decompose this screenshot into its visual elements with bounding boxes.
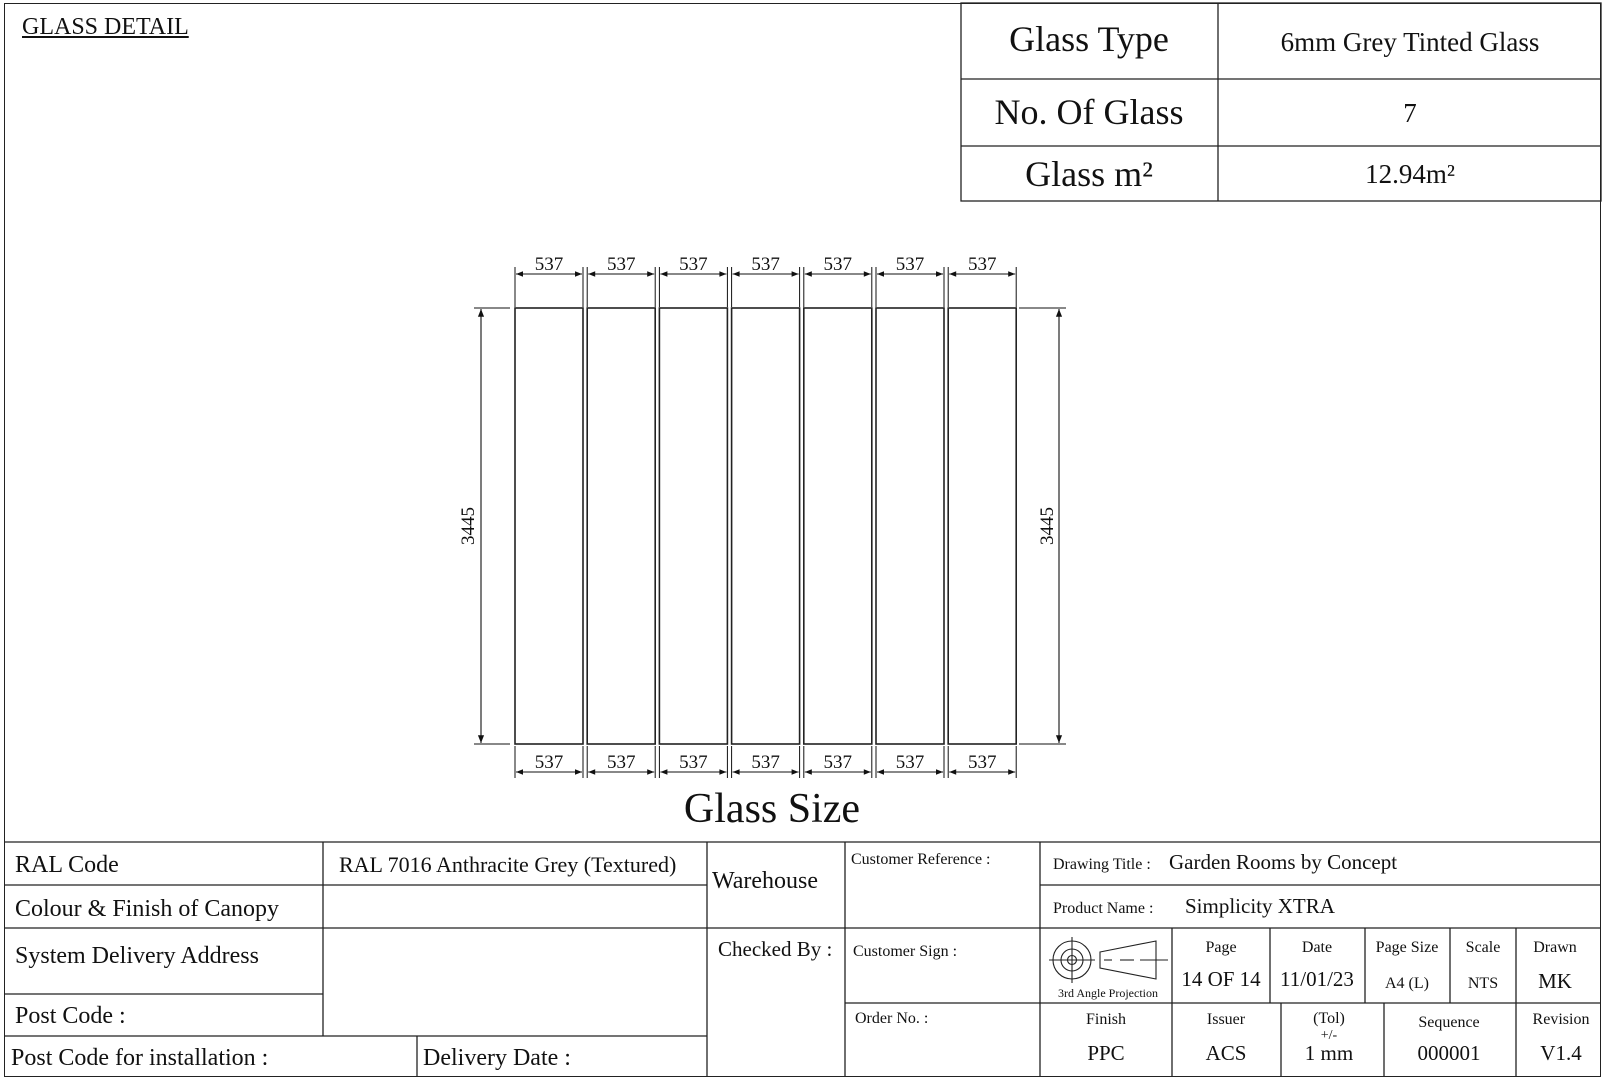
glass-panel bbox=[732, 308, 800, 744]
spec-label-glass-type: Glass Type bbox=[1009, 19, 1169, 59]
scale-label: Scale bbox=[1465, 939, 1501, 956]
issuer-label: Issuer bbox=[1206, 1011, 1246, 1028]
tol-value: 1 mm bbox=[1304, 1041, 1354, 1065]
drawn-label: Drawn bbox=[1533, 939, 1577, 956]
page-size-value: A4 (L) bbox=[1385, 975, 1429, 992]
issuer-value: ACS bbox=[1205, 1041, 1247, 1065]
glass-panel bbox=[876, 308, 944, 744]
post-code-install-label: Post Code for installation : bbox=[11, 1045, 269, 1071]
page-heading: GLASS DETAIL bbox=[22, 14, 189, 40]
finish-value: PPC bbox=[1087, 1041, 1125, 1065]
width-label-top: 537 bbox=[606, 254, 636, 275]
customer-reference-label: Customer Reference : bbox=[851, 851, 991, 868]
height-dimension-left bbox=[474, 308, 510, 744]
warehouse-label: Warehouse bbox=[712, 868, 819, 894]
date-label: Date bbox=[1301, 939, 1333, 956]
width-label-top: 537 bbox=[534, 254, 564, 275]
width-label-bottom: 537 bbox=[823, 752, 853, 773]
tol-label: (Tol) bbox=[1313, 1010, 1345, 1027]
order-no-label: Order No. : bbox=[855, 1010, 929, 1027]
spec-label-no-of-glass: No. Of Glass bbox=[994, 92, 1184, 132]
finish-label: Finish bbox=[1085, 1011, 1127, 1028]
spec-value-no-of-glass: 7 bbox=[1403, 98, 1417, 128]
page-label: Page bbox=[1205, 939, 1237, 956]
spec-label-glass-area: Glass m² bbox=[1025, 154, 1153, 194]
width-label-top: 537 bbox=[679, 254, 708, 275]
third-angle-projection-icon bbox=[1049, 937, 1168, 983]
width-label-bottom: 537 bbox=[606, 752, 636, 773]
date-value: 11/01/23 bbox=[1280, 967, 1354, 991]
drawing-caption: Glass Size bbox=[683, 786, 861, 832]
width-label-bottom: 537 bbox=[679, 752, 708, 773]
width-label-bottom: 537 bbox=[751, 752, 780, 773]
glass-panels bbox=[515, 254, 1016, 778]
projection-label: 3rd Angle Projection bbox=[1058, 986, 1158, 1000]
spec-value-glass-type: 6mm Grey Tinted Glass bbox=[1280, 27, 1540, 57]
width-label-bottom: 537 bbox=[895, 752, 925, 773]
customer-sign-label: Customer Sign : bbox=[853, 943, 958, 960]
height-label-right: 3445 bbox=[1037, 507, 1058, 545]
width-label-top: 537 bbox=[895, 254, 925, 275]
glass-panel bbox=[804, 308, 872, 744]
glass-panel bbox=[948, 308, 1016, 744]
revision-value: V1.4 bbox=[1540, 1041, 1582, 1065]
page-size-label: Page Size bbox=[1375, 939, 1439, 956]
width-label-top: 537 bbox=[751, 254, 780, 275]
delivery-date-label: Delivery Date : bbox=[423, 1045, 571, 1071]
page-value: 14 OF 14 bbox=[1181, 967, 1261, 991]
drawn-value: MK bbox=[1538, 969, 1572, 993]
revision-label: Revision bbox=[1532, 1011, 1590, 1028]
ral-code-value: RAL 7016 Anthracite Grey (Textured) bbox=[339, 852, 677, 877]
post-code-label: Post Code : bbox=[15, 1003, 126, 1029]
colour-finish-label: Colour & Finish of Canopy bbox=[15, 896, 280, 922]
height-label-left: 3445 bbox=[458, 507, 479, 545]
glass-panel bbox=[659, 308, 727, 744]
product-name-value: Simplicity XTRA bbox=[1185, 894, 1335, 918]
ral-code-label: RAL Code bbox=[15, 852, 119, 878]
scale-value: NTS bbox=[1467, 975, 1499, 992]
width-label-top: 537 bbox=[967, 254, 997, 275]
width-label-bottom: 537 bbox=[534, 752, 564, 773]
spec-value-glass-area: 12.94m² bbox=[1365, 159, 1455, 189]
checked-by-label: Checked By : bbox=[718, 937, 833, 961]
product-name-label: Product Name : bbox=[1053, 900, 1154, 917]
glass-panel bbox=[515, 308, 583, 744]
width-label-bottom: 537 bbox=[967, 752, 997, 773]
drawing-title-value: Garden Rooms by Concept bbox=[1169, 850, 1398, 874]
width-label-top: 537 bbox=[823, 254, 853, 275]
system-delivery-label: System Delivery Address bbox=[15, 943, 259, 969]
glass-panel bbox=[587, 308, 655, 744]
sequence-value: 000001 bbox=[1417, 1041, 1481, 1065]
sequence-label: Sequence bbox=[1418, 1014, 1480, 1031]
tol-sub: +/- bbox=[1320, 1028, 1338, 1043]
drawing-title-label: Drawing Title : bbox=[1053, 856, 1151, 873]
